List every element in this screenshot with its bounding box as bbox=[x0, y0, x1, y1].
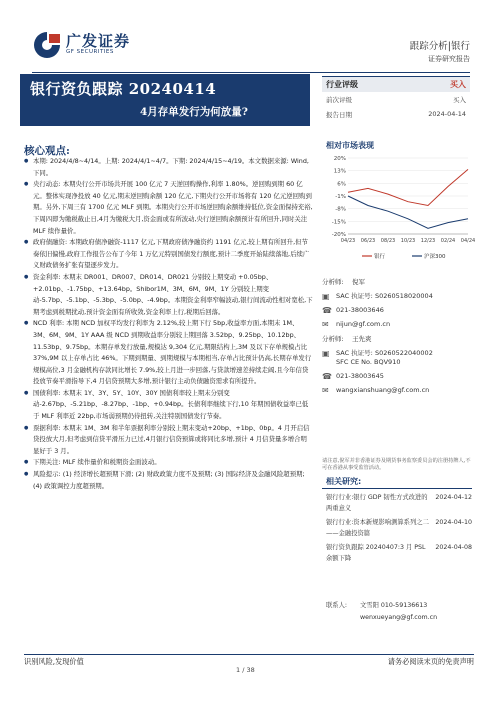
relative-performance-chart bbox=[322, 152, 476, 264]
summary-heading: 核心观点: bbox=[24, 145, 70, 157]
report-title: 银行资负跟踪 20240414 bbox=[30, 80, 217, 98]
analyst-role: 分析师: bbox=[322, 335, 344, 343]
summary-paragraph: ● 资金利率: 本期末 DR001、DR007、DR014、DR021 分别较上期变动 +0.05bp、+2.01bp、-1.75bp、+13.64bp。Shibor1M、3M、6M、9M、1Y 分别较上期变动-5.7bp、-5.1bp、-5.3bp、-5.0bp、-4.9bp。本期资金利率窄幅波动,银行间流动性相对宽松,下期考虑到税期扰动,预计资金面有所收敛,资金利率上行,税期后回落。 bbox=[24, 272, 313, 318]
y-tick-label: 20% bbox=[333, 156, 346, 162]
analyst-name: 王先爽 bbox=[352, 335, 372, 343]
summary-paragraph: ● 本期: 2024/4/8~4/14。上期: 2024/4/1~4/7。下期: 2024/4/15~4/19。本文数据来源: Wind,下同。 bbox=[24, 156, 313, 179]
page-number: 1 / 38 bbox=[236, 666, 255, 674]
contact-name: 文雪阳 010-59136613 bbox=[360, 602, 428, 609]
contact-email[interactable]: wenxueyang@gf.com.cn bbox=[360, 614, 438, 621]
rating-header-row bbox=[322, 76, 470, 92]
analyst-sac: SAC 执证号: S0260518020004 bbox=[336, 292, 433, 300]
summary-body bbox=[24, 156, 313, 492]
x-tick-label: 02/24 bbox=[440, 238, 456, 244]
series-line bbox=[348, 169, 468, 205]
related-item-title: 银行行业:银行 GDP 韧性方式改进的两重意义 bbox=[326, 494, 428, 512]
rating-value: 买入 bbox=[450, 80, 466, 89]
y-tick-label: -15% bbox=[331, 219, 346, 226]
contact-label: 联系人: bbox=[326, 602, 348, 609]
related-item[interactable] bbox=[326, 517, 472, 539]
related-item-date: 2024-04-08 bbox=[435, 544, 472, 551]
legend-label: 沪深300 bbox=[424, 254, 446, 260]
analyst-card bbox=[322, 278, 472, 329]
certificate-icon: ▣ bbox=[322, 349, 330, 358]
phone-icon: ☎ bbox=[322, 372, 332, 381]
x-tick-label: 06/23 bbox=[360, 238, 376, 244]
analyst-list bbox=[322, 278, 472, 400]
summary-paragraph: ● 下期关注: MLF 续作量价和税期资金面波动。 bbox=[24, 457, 313, 469]
logo-text-cn: 广发证券 bbox=[66, 32, 131, 50]
report-subtitle: 4月存单发行为何放量? bbox=[140, 106, 248, 118]
report-date-value: 2024-04-14 bbox=[428, 110, 466, 118]
related-research-list bbox=[326, 492, 472, 564]
email-icon: ✉ bbox=[322, 386, 329, 395]
y-tick-label: -20% bbox=[331, 232, 346, 238]
summary-paragraph: ● 风险提示: (1) 经济增长超预期下滑; (2) 财政政策力度不及预期; (3) 国际经济及金融风险超预期; (4) 政策调控力度超预期。 bbox=[24, 469, 313, 492]
x-tick-label: 04/24 bbox=[460, 238, 476, 244]
y-tick-label: 13% bbox=[333, 168, 346, 175]
rating-label: 行业评级 bbox=[326, 80, 358, 89]
analyst-card bbox=[322, 335, 472, 395]
company-logo bbox=[32, 30, 142, 60]
related-item-title: 银行资负跟踪 20240407:3 月 PSL 余额下降 bbox=[326, 544, 426, 562]
footer-slogan: 识别风险,发现价值 bbox=[24, 657, 84, 666]
summary-paragraph: ● 国债利率: 本期末 1Y、3Y、5Y、10Y、30Y 国债利率较上期末分别变动-2.67bp、-5.21bp、-8.27bp、-1bp、+0.94bp。长债利率继续下行,10 年期国债收益率已低于 MLF 利率近 22bp,市场弱预期仍待扭转,关注特别国债发行节奏。 bbox=[24, 388, 313, 423]
logo-text-en: GF SECURITIES bbox=[66, 49, 114, 55]
analyst-disclaimer: 请注意,倪军并非香港证券及期货事务监察委员会的注册持牌人,不可在香港从事受监管活动。 bbox=[322, 458, 471, 471]
header-category-block bbox=[410, 40, 470, 66]
report-date-row bbox=[322, 107, 470, 122]
y-tick-label: -1% bbox=[335, 194, 346, 200]
summary-paragraph: ● 政府债融资: 本期政府债净融资-1117 亿元,下期政府债净融资约 1191 亿元,较上期有所回升,但节奏依旧偏慢,政府工作报告公布了今年 1 万亿元特别国债发行额度,预计二季度开始陆续落地,后续广义财政债务扩张有望逐步发力。 bbox=[24, 237, 313, 272]
analyst-email[interactable]: wangxianshuang@gf.com.cn bbox=[336, 386, 430, 394]
analyst-sac: SAC 执证号: S0260522040002 bbox=[336, 349, 433, 357]
rating-box bbox=[322, 76, 470, 122]
previous-rating-row bbox=[322, 92, 470, 107]
report-category: 跟踪分析|银行 bbox=[409, 41, 470, 52]
phone-icon: ☎ bbox=[322, 306, 332, 315]
related-item[interactable] bbox=[326, 492, 472, 514]
summary-paragraph: ● 央行动态: 本期央行公开市场共开展 100 亿元 7 天逆回购操作,利率 1.80%。逆回购到期 60 亿元。整体实现净投放 40 亿元,期末逆回购余额 120 亿元,下期央行公开市场将有 120 亿元逆回购到期。另外,下周三有 1700 亿元 MLF 到期。本期央行公开市场逆回购余额维持低位,资金面保持充裕,下周四即为缴税截止日,4月为缴税大月,资金面或有所波动,央行逆回购余额预计有所回升,同时关注 MLF 续作量价。 bbox=[24, 179, 313, 237]
summary-paragraph: ● NCD 利率: 本期 NCD 加权平均发行利率为 2.12%,较上期下行 5bp,收益率方面,本期末 1M、3M、6M、9M、1Y AAA 级 NCD 到期收益率分别较上期回落 3.52bp、9.25bp、10.12bp、11.53bp、9.75bp。本期存单发行放量,规模达 9,304 亿元,期限结构上,3M 及以下存单规模占比 37%,9M 以上存单占比 46%。下期到期量、到期规模与本期相当,存单占比预计仍高,长期存单发行规模高位,3 月金融机构存款同比增长 7.9%,较上月进一步回落,与贷款增速差持续走阔,且今年信贷投放节奏平滑指导下,4 月信贷预期大多增,预计银行主动负债融资需求有所提升。 bbox=[24, 318, 313, 388]
analyst-phone: 021-38003645 bbox=[336, 372, 384, 380]
chart-title: 相对市场表现 bbox=[326, 141, 374, 150]
footer-divider bbox=[24, 654, 474, 655]
y-tick-label: -8% bbox=[335, 206, 346, 213]
contact-block bbox=[326, 600, 472, 624]
certificate-icon: ▣ bbox=[322, 292, 330, 301]
related-item-title: 银行行业:资本新规影响测算系列之二——金融投资篇 bbox=[326, 519, 429, 537]
related-item-date: 2024-04-10 bbox=[435, 519, 472, 526]
logo-mark-icon bbox=[32, 30, 62, 60]
previous-rating-label: 前次评级 bbox=[326, 96, 352, 104]
related-divider bbox=[322, 488, 472, 489]
analyst-email[interactable]: nijun@gf.com.cn bbox=[336, 320, 391, 328]
x-tick-label: 12/23 bbox=[420, 238, 436, 244]
analyst-role: 分析师: bbox=[322, 278, 344, 286]
series-line bbox=[348, 196, 468, 228]
summary-paragraph: ● 票据利率: 本期末 1M、3M 和半年票据利率分别较上期末变动+20bp、+1bp、0bp。4 月开启信贷投放大月,但考虑到信贷平滑压力已过,4月银行信贷预算或将同比多增,预计 4 月信贷量多增合明显好于 3 月。 bbox=[24, 423, 313, 458]
legend-label: 银行 bbox=[374, 254, 386, 260]
previous-rating-value: 买入 bbox=[453, 96, 466, 104]
related-item[interactable] bbox=[326, 542, 472, 564]
footer-disclaimer-note: 请务必阅读末页的免责声明 bbox=[387, 657, 474, 666]
report-doc-type: 证券研究报告 bbox=[428, 55, 470, 63]
report-date-label: 报告日期 bbox=[326, 111, 352, 119]
related-research-heading: 相关研究: bbox=[326, 477, 362, 486]
x-tick-label: 10/23 bbox=[400, 238, 416, 244]
x-tick-label: 08/23 bbox=[380, 238, 396, 244]
y-tick-label: 6% bbox=[337, 181, 346, 188]
x-tick-label: 04/23 bbox=[340, 238, 356, 244]
related-item-date: 2024-04-12 bbox=[435, 494, 472, 501]
analyst-name: 倪军 bbox=[352, 278, 365, 286]
email-icon: ✉ bbox=[322, 320, 329, 329]
analyst-phone: 021-38003646 bbox=[336, 306, 384, 314]
analyst-sfc: SFC CE No. BQV910 bbox=[336, 358, 401, 366]
header-divider bbox=[32, 72, 470, 73]
